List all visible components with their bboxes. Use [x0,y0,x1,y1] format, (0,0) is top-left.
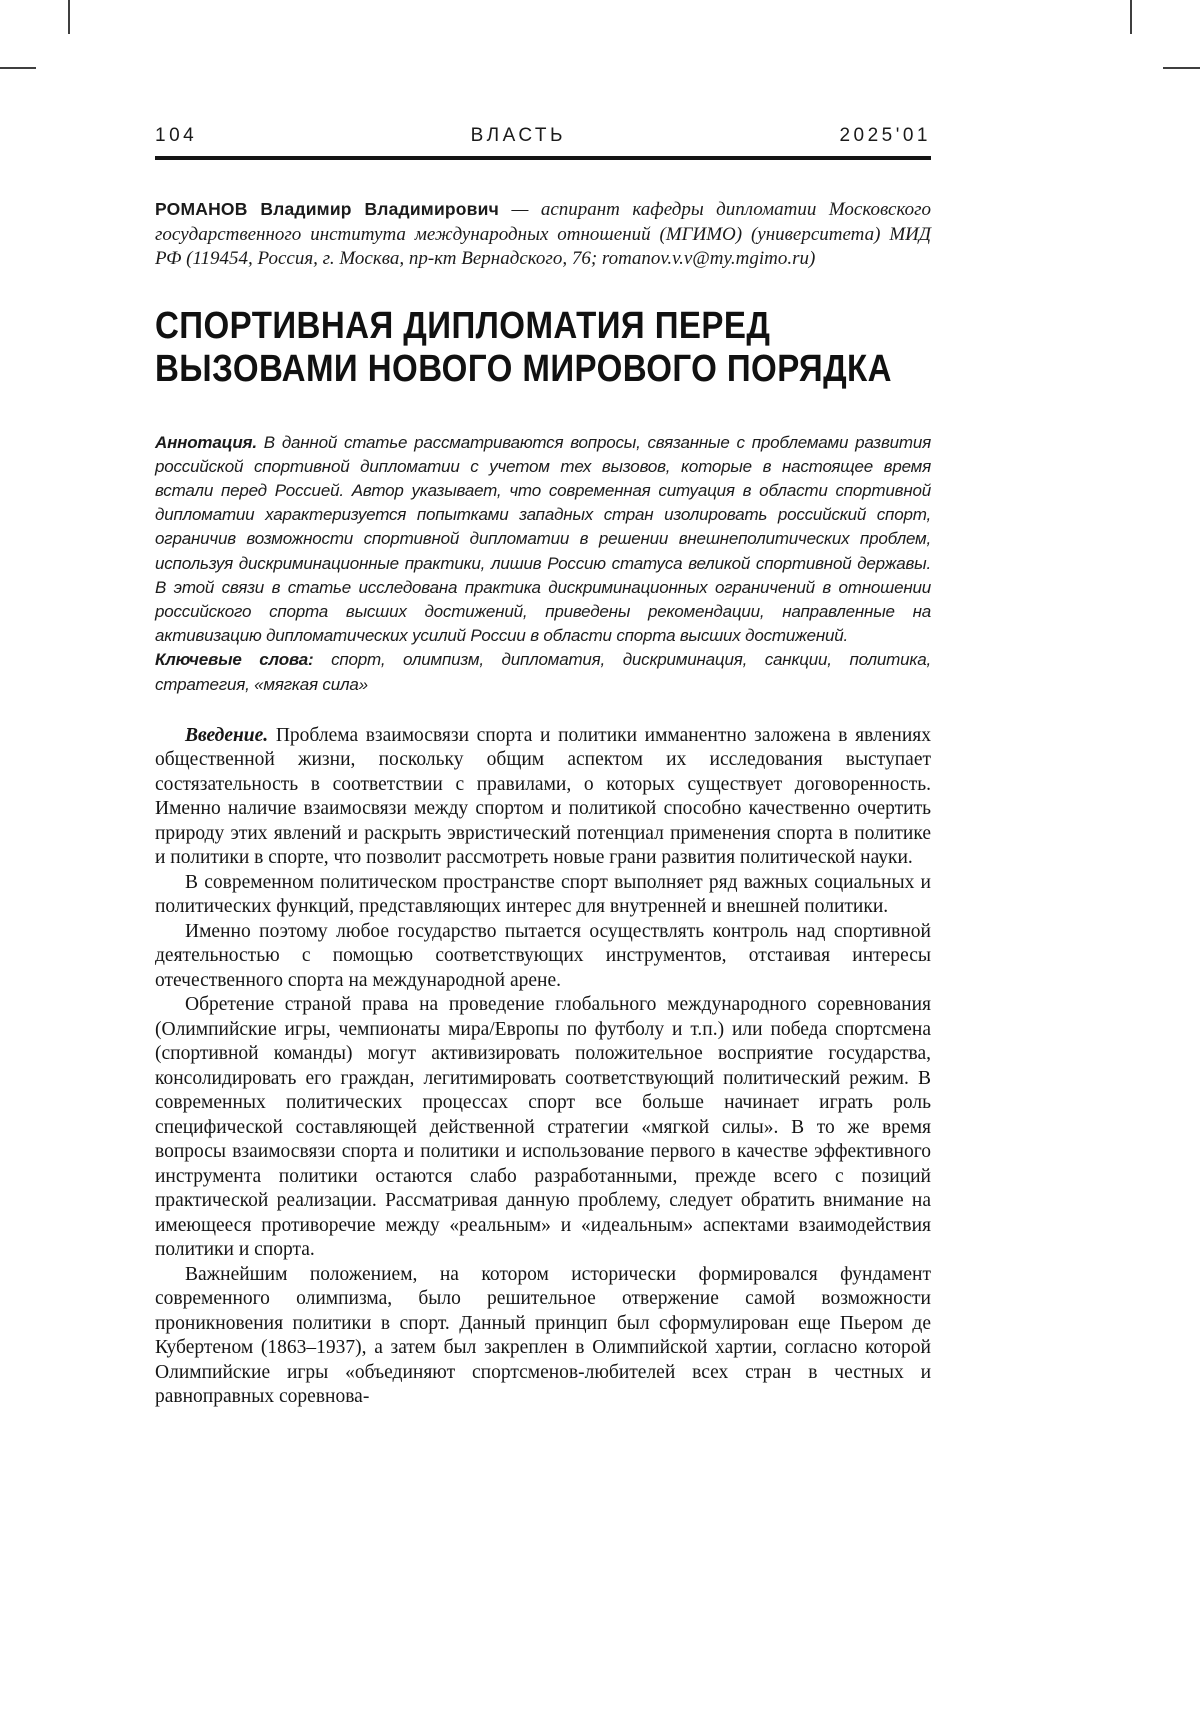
author-block [155,197,931,272]
body-paragraph-1-text: Проблема взаимосвязи спорта и политики имманентно заложена в явлениях общественной жизни, поскольку общим аспектом их исследования выступает состязательность в соответствии с правилами, о которых существует договоренность. Именно наличие взаимосвязи между спортом и политикой способно качественно очертить природу этих явлений и раскрыть эвристический потенциал применения спорта в политике и политики в спорте, что позволит рассмотреть новые грани развития политической науки. [155,724,932,869]
body-paragraph: В современном политическом пространстве спорт выполняет ряд важных социальных и политических функций, представляющих интерес для внутренней и внешней политики. [155,871,931,918]
crop-mark-top-left-vertical [68,0,70,34]
crop-mark-top-left-horizontal [0,67,36,69]
keywords-label: Ключевые слова: [155,650,314,670]
abstract-label: Аннотация. [155,432,257,452]
journal-title: ВЛАСТЬ [470,125,567,146]
issue-number: 2025'01 [839,125,931,146]
body-paragraph: Именно поэтому любое государство пытается осуществлять контроль над спортивной деятельностью с помощью соответствующих инструментов, отстаивая интересы отечественного спорта на международной арене. [155,920,931,991]
author-separator: — [511,199,529,220]
page-header [155,125,931,160]
abstract-block [155,431,931,649]
body-paragraph: Важнейшим положением, на котором исторически формировался фундамент современного олимпизма, было решительное отвержение самой возможности проникновения политики в спорт. Данный принцип был сформулирован еще Пьером де Кубертеном (1863–1937), а затем был закреплен в Олимпийской хартии, согласно которой Олимпийские игры «объединяют спортсменов-любителей всех стран в честных и равноправных соревнова- [155,1263,931,1408]
body-paragraph: Обретение страной права на проведение глобального международного соревнования (Олимпийские игры, чемпионаты мира/Европы по футболу и т.п.) или победа спортсмена (спортивной команды) могут активизировать положительное восприятие государства, консолидировать его граждан, легитимировать соответствующий политический режим. В современных политических процессах спорт все больше начинает играть роль специфической составляющей действенной стратегии «мягкой силы». В то же время вопросы взаимосвязи спорта и политики и использование первого в качестве эффективного инструмента политики остаются слабо разработанными, прежде всего с позиций практической реализации. Рассматривая данную проблему, следует обратить внимание на имеющееся противоречие между «реальным» и «идеальным» аспектами взаимодействия политики и спорта. [155,994,931,1261]
page-content [155,0,931,1410]
article-title-line-2: ВЫЗОВАМИ НОВОГО МИРОВОГО ПОРЯДКА [155,347,892,390]
keywords-text: спорт, олимпизм, дипломатия, дискриминация, санкции, политика, стратегия, «мягкая сила» [155,650,931,694]
article-title [155,304,892,391]
author-name: РОМАНОВ Владимир Владимирович [155,199,499,219]
intro-label: Введение. [185,724,269,746]
keywords-block [155,648,931,696]
abstract-text: В данной статье рассматриваются вопросы, связанные с проблемами развития российской спортивной дипломатии с учетом тех вызовов, которые в настоящее время встали перед Россией. Автор указывает, что современная ситуация в области спортивной дипломатии характеризуется попытками западных стран изолировать российский спорт, ограничив возможности спортивной дипломатии в решении внешнеполитических проблем, используя дискриминационные практики, лишив Россию статуса великой спортивной державы. В этой связи в статье исследована практика дискриминационных ограничений в отношении российского спорта высших достижений, приведены рекомендации, направленные на активизацию дипломатических усилий России в области спорта высших достижений. [155,432,931,646]
crop-mark-top-right-horizontal [1163,67,1200,69]
article-title-line-1: СПОРТИВНАЯ ДИПЛОМАТИЯ ПЕРЕД [155,304,771,347]
crop-mark-top-right-vertical [1130,0,1132,34]
article-body [155,724,931,1410]
body-paragraph-intro [155,724,931,871]
page-number: 104 [155,125,198,146]
author-affiliation: аспирант кафедры дипломатии Московского государственного института международных отношений (МГИМО) (университета) МИД РФ (119454, Россия, г. Москва, пр-кт Вернадского, 76; romanov.v.v@my.mgimo.ru) [155,199,932,269]
